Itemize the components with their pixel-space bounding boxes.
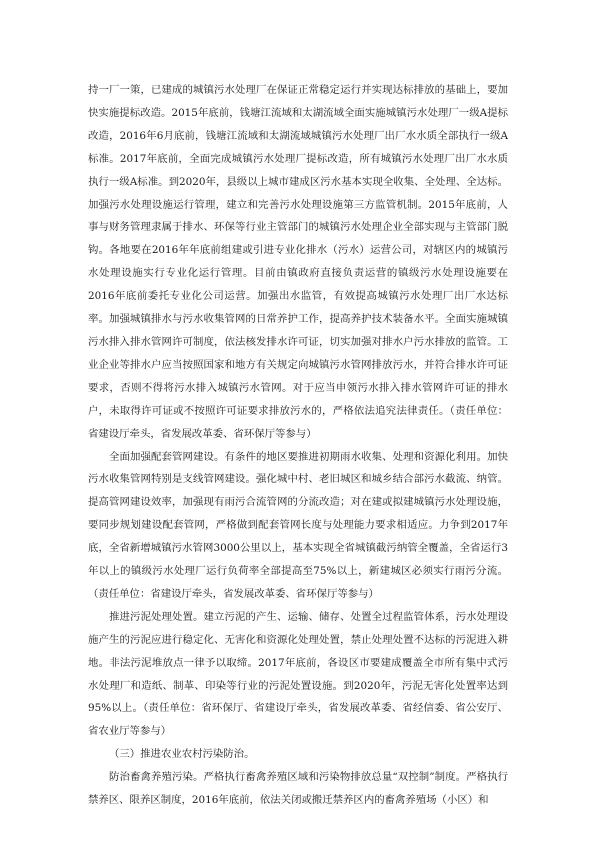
paragraph-livestock: 防治畜禽养殖污染。严格执行畜禽养殖区域和污染物排放总量“双控制”制度。严格执行禁养区、限养区制度，2016年底前，依法关闭或搬迁禁养区内的畜禽养殖场（小区）和	[88, 771, 508, 807]
document-body	[88, 79, 508, 812]
paragraph-pipe-network: 全面加强配套管网建设。有条件的地区要推进初期雨水收集、处理和资源化利用。加快污水收集管网特别是支线管网建设。强化城中村、老旧城区和城乡结合部污水截流、纳管。提高管网建设效率，加强现有雨污合流管网的分流改造；对在建或拟建城镇污水处理设施，要同步规划建设配套管网，严格做到配套管网长度与处理能力要求相适应。力争到2017年底，全省新增城镇污水管网3000公里以上，基本实现全省城镇截污纳管全覆盖，全省运行3年以上的镇级污水处理厂运行负荷率全部提高至75%以上，新建城区必须实行雨污分流。（责任单位：省建设厅牵头，省发展改革委、省环保厅等参与）	[88, 450, 508, 600]
paragraph-continued: 持一厂一策，已建成的城镇污水处理厂在保证正常稳定运行并实现达标排放的基础上，要加快实施提标改造。2015年底前，钱塘江流域和太湖流域全面实施城镇污水处理厂一级A提标改造，2016年6月底前，钱塘江流域和太湖流域城镇污水处理厂出厂水水质全部执行一级A标准。2017年底前，全面完成城镇污水处理厂提标改造，所有城镇污水处理厂出厂水水质执行一级A标准。到2020年，县级以上城市建成区污水基本实现全收集、全处理、全达标。加强污水处理设施运行管理，建立和完善污水处理设施第三方监管机制。2015年底前，人事与财务管理隶属于排水、环保等行业主管部门的城镇污水处理企业全部实现与主管部门脱钩。各地要在2016年年底前组建或引进专业化排水（污水）运营公司，对辖区内的城镇污水处理设施实行专业化运行管理。目前由镇政府直接负责运营的镇级污水处理设施要在2016年底前委托专业化公司运营。加强出水监管，有效提高城镇污水处理厂出厂水达标率。加强城镇排水与污水收集管网的日常养护工作，提高养护技术装备水平。全面实施城镇污水排入排水管网许可制度，依法核发排水许可证，切实加强对排水户污水排放的监管。工业企业等排水户应当按照国家和地方有关规定向城镇污水管网排放污水，并符合排水许可证要求，否则不得将污水排入城镇污水管网。对于应当申领污水排入排水管网许可证的排水户，未取得许可证或不按照许可证要求排放污水的，严格依法追究法律责任。（责任单位：省建设厅牵头，省发展改革委、省环保厅等参与）	[88, 84, 508, 440]
section-heading: （三）推进农业农村污染防治。	[109, 748, 255, 761]
paragraph-sludge: 推进污泥处理处置。建立污泥的产生、运输、储存、处置全过程监管体系，污水处理设施产生的污泥应进行稳定化、无害化和资源化处理处置，禁止处理处置不达标的污泥进入耕地。非法污泥堆放点一律予以取缔。2017年底前，各设区市要建成覆盖全市所有集中式污水处理厂和造纸、制革、印染等行业的污泥处置设施。到2020年，污泥无害化处置率达到95%以上。（责任单位：省环保厅、省建设厅牵头，省发展改革委、省经信委、省公安厅、省农业厅等参与）	[88, 610, 508, 738]
